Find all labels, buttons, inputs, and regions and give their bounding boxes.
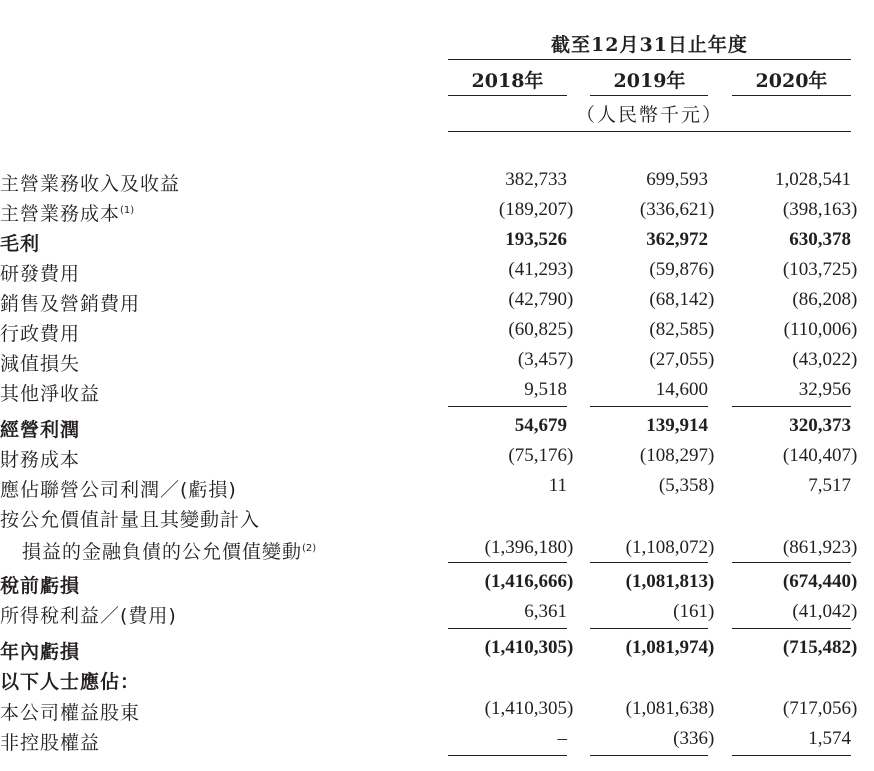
row-label: 財務成本 <box>0 449 81 471</box>
value-cell-2019: (108,297) <box>639 445 715 466</box>
value-cell-2020: (674,440) <box>782 571 858 592</box>
table-row <box>0 698 874 728</box>
year-header-2018: 2018年 <box>471 70 544 92</box>
value-cell-2018: (75,176) <box>508 445 574 466</box>
value-cell-2020: (398,163) <box>782 199 858 220</box>
row-label: 其他淨收益 <box>0 383 101 405</box>
table-row <box>0 637 874 667</box>
table-row <box>0 475 874 505</box>
value-cell-2019: (5,358) <box>658 475 715 496</box>
value-cell-2019: 699,593 <box>646 169 708 190</box>
subtotal-rule <box>448 755 567 756</box>
value-cell-2020: (140,407) <box>782 445 858 466</box>
subtotal-rule <box>732 628 851 629</box>
period-title: 截至12月31日止年度 <box>551 34 748 56</box>
value-cell-2018: 54,679 <box>514 415 567 436</box>
value-cell-2019: (336) <box>673 728 715 749</box>
value-cell-2020: (86,208) <box>792 289 858 310</box>
value-cell-2020: 32,956 <box>798 379 851 400</box>
year-underline <box>732 95 851 96</box>
row-label: 行政費用 <box>0 323 81 345</box>
value-cell-2018: (3,457) <box>517 349 574 370</box>
table-row <box>0 349 874 379</box>
value-cell-2019: (82,585) <box>649 319 715 340</box>
value-cell-2019: (1,081,974) <box>625 637 715 658</box>
value-cell-2020: 1,028,541 <box>775 169 851 190</box>
value-cell-2019: 139,914 <box>646 415 708 436</box>
value-cell-2019: 362,972 <box>646 229 708 250</box>
row-label: 減值損失 <box>0 353 81 375</box>
subtotal-rule <box>590 562 708 563</box>
value-cell-2019: (59,876) <box>649 259 715 280</box>
row-label: 主營業務收入及收益 <box>0 173 181 195</box>
subtotal-rule <box>590 406 708 407</box>
table-row <box>0 169 874 199</box>
subtotal-rule <box>732 406 851 407</box>
subtotal-rule <box>448 562 567 563</box>
footnote-marker: (1) <box>120 205 135 216</box>
table-row <box>0 571 874 601</box>
row-label: 按公允價值計量且其變動計入 <box>0 509 261 531</box>
row-label: 應佔聯營公司利潤／(虧損) <box>0 479 237 501</box>
row-label: 所得稅利益／(費用) <box>0 605 177 627</box>
table-row <box>0 505 874 535</box>
row-label: 以下人士應佔： <box>0 671 141 693</box>
header-top-rule <box>448 59 851 60</box>
table-row <box>0 319 874 349</box>
year-underline <box>590 95 708 96</box>
row-label: 年內虧損 <box>0 641 81 663</box>
value-cell-2020: 320,373 <box>789 415 851 436</box>
row-label: 經營利潤 <box>0 419 81 441</box>
footnote-marker: (2) <box>302 543 317 554</box>
table-row <box>0 728 874 758</box>
value-cell-2019: (336,621) <box>639 199 715 220</box>
value-cell-2018: 193,526 <box>505 229 567 250</box>
subtotal-rule <box>590 628 708 629</box>
value-cell-2018: – <box>557 728 567 749</box>
row-label: 損益的金融負債的公允價值變動$^{(2)}$ <box>22 541 317 563</box>
value-cell-2018: 6,361 <box>524 601 567 622</box>
value-cell-2019: (161) <box>673 601 715 622</box>
value-cell-2020: 630,378 <box>789 229 851 250</box>
unit-rule <box>448 131 851 132</box>
value-cell-2019: (1,108,072) <box>625 537 715 558</box>
row-label: 研發費用 <box>0 263 81 285</box>
value-cell-2018: (1,410,305) <box>484 698 574 719</box>
value-cell-2018: (189,207) <box>498 199 574 220</box>
row-label: 毛利 <box>0 233 41 255</box>
currency-unit: （人民幣千元） <box>575 104 723 126</box>
subtotal-rule <box>732 755 851 756</box>
value-cell-2019: (1,081,638) <box>625 698 715 719</box>
subtotal-rule <box>448 406 567 407</box>
value-cell-2020: (41,042) <box>792 601 858 622</box>
value-cell-2020: (715,482) <box>782 637 858 658</box>
value-cell-2018: 9,518 <box>524 379 567 400</box>
value-cell-2018: 382,733 <box>505 169 567 190</box>
value-cell-2020: (861,923) <box>782 537 858 558</box>
table-row <box>0 259 874 289</box>
table-row <box>0 229 874 259</box>
table-row <box>0 199 874 229</box>
row-label: 非控股權益 <box>0 732 101 754</box>
value-cell-2019: (1,081,813) <box>625 571 715 592</box>
year-header-2019: 2019年 <box>613 70 686 92</box>
value-cell-2018: (1,396,180) <box>484 537 574 558</box>
table-row <box>0 415 874 445</box>
value-cell-2018: 11 <box>548 475 567 496</box>
value-cell-2018: (41,293) <box>508 259 574 280</box>
value-cell-2020: (717,056) <box>782 698 858 719</box>
value-cell-2020: (103,725) <box>782 259 858 280</box>
row-label: 稅前虧損 <box>0 575 81 597</box>
table-row <box>0 667 874 697</box>
value-cell-2018: (1,416,666) <box>484 571 574 592</box>
value-cell-2020: (110,006) <box>783 319 858 340</box>
subtotal-rule <box>448 628 567 629</box>
value-cell-2018: (1,410,305) <box>484 637 574 658</box>
value-cell-2019: (27,055) <box>649 349 715 370</box>
table-row <box>0 379 874 409</box>
table-row <box>0 445 874 475</box>
subtotal-rule <box>732 562 851 563</box>
row-label: 主營業務成本$^{(1)}$ <box>0 203 135 225</box>
year-underline <box>448 95 567 96</box>
table-row <box>0 601 874 631</box>
value-cell-2018: (42,790) <box>508 289 574 310</box>
table-row <box>0 289 874 319</box>
value-cell-2019: 14,600 <box>655 379 708 400</box>
subtotal-rule <box>590 755 708 756</box>
year-header-2020: 2020年 <box>755 70 828 92</box>
value-cell-2018: (60,825) <box>508 319 574 340</box>
row-label: 銷售及營銷費用 <box>0 293 141 315</box>
value-cell-2020: 1,574 <box>808 728 851 749</box>
value-cell-2019: (68,142) <box>649 289 715 310</box>
row-label: 本公司權益股東 <box>0 702 141 724</box>
value-cell-2020: 7,517 <box>808 475 851 496</box>
value-cell-2020: (43,022) <box>792 349 858 370</box>
